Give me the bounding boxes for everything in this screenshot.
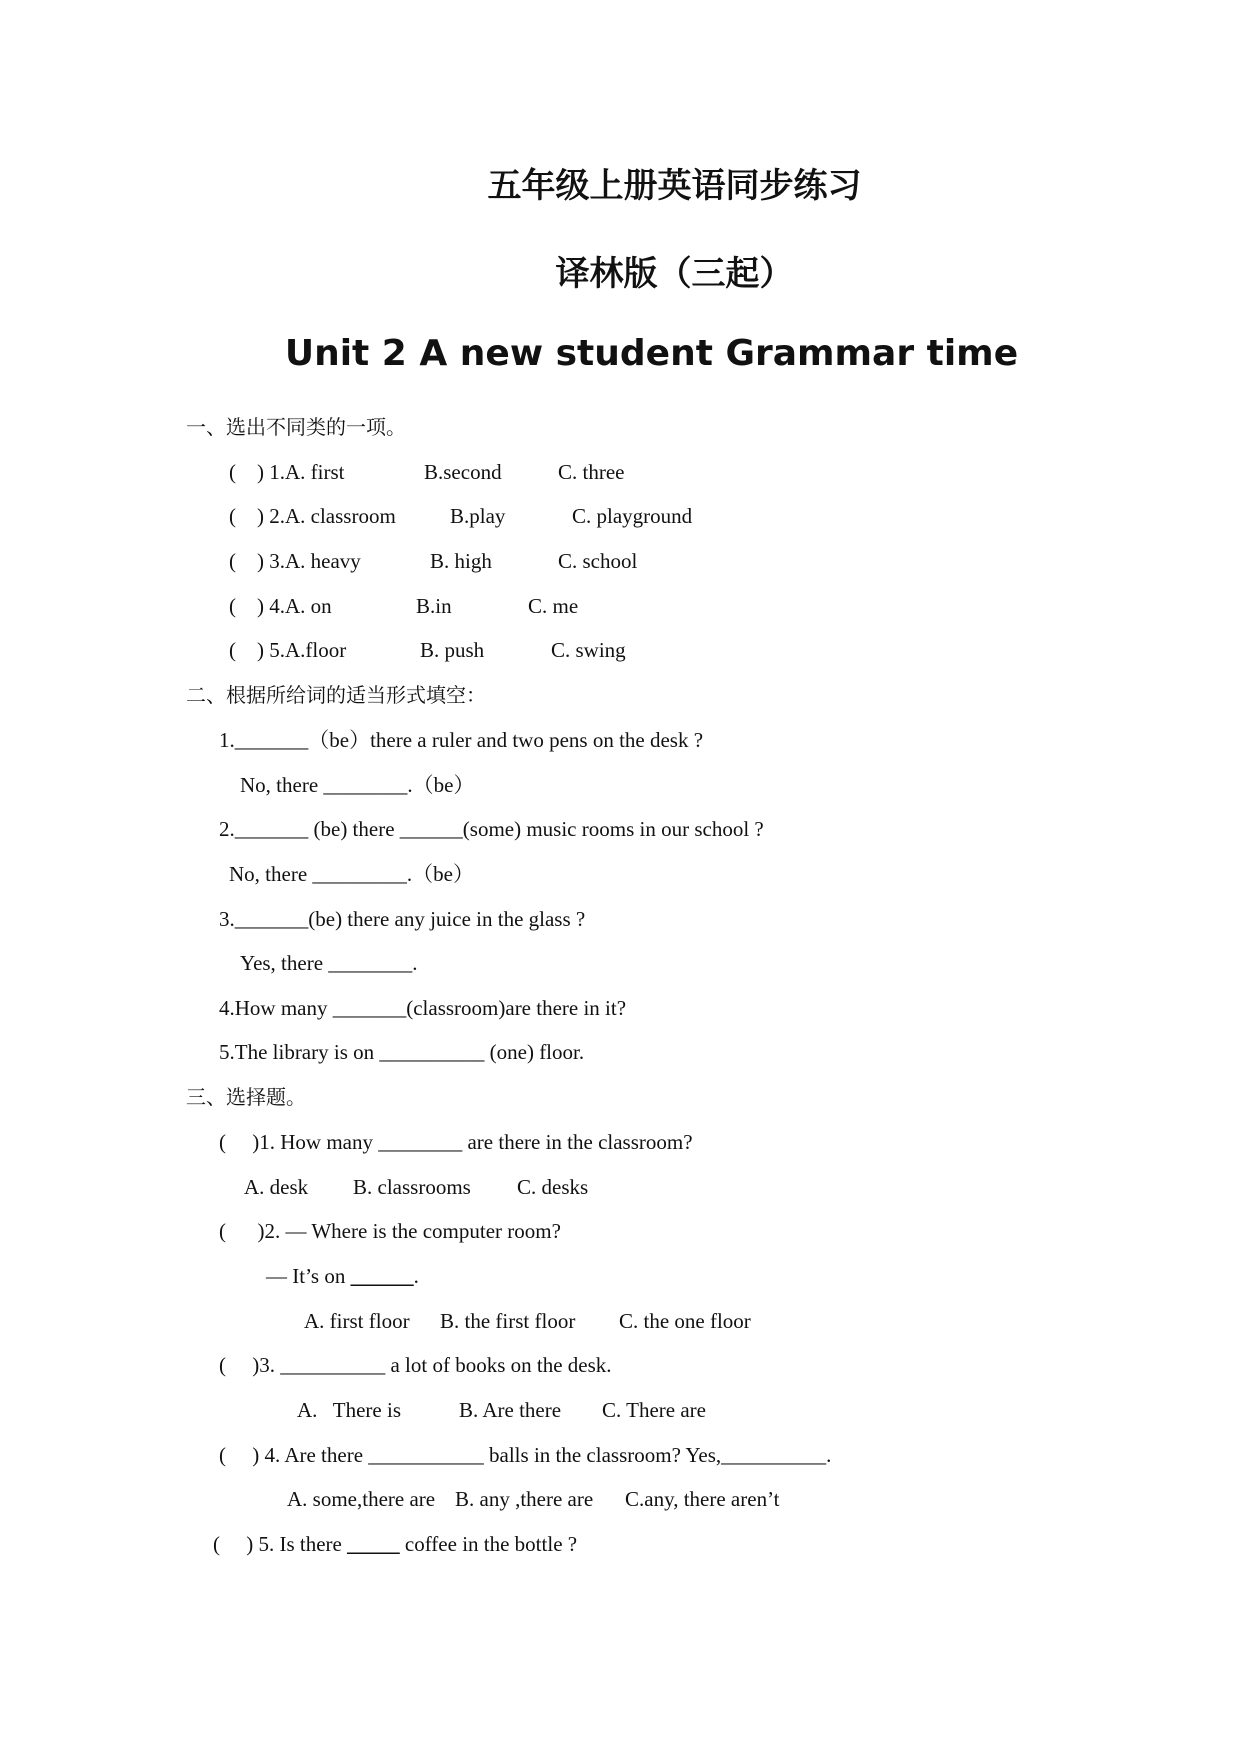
- s1-q1-c: C. three: [558, 460, 625, 484]
- s1-q1-a: ( ) 1.A. first: [229, 460, 345, 484]
- s3-q3-option-b: B. Are there: [459, 1398, 562, 1422]
- s2-q3: 3._______(be) there any juice in the glass ?: [219, 907, 586, 931]
- unit-title: Unit 2 A new student Grammar time: [284, 333, 1019, 374]
- s1-q5-c: C. swing: [551, 638, 626, 662]
- s3-q2-answer: [266, 1263, 419, 1289]
- s3-q1: ( )1. How many ________ are there in the classroom?: [219, 1130, 693, 1154]
- section1-heading: 一、选出不同类的一项。: [186, 415, 406, 439]
- s3-q2-option-c: C. the one floor: [619, 1309, 751, 1333]
- s3-q3-option-a: A. There is: [297, 1398, 402, 1422]
- s3-q4-option-a: A. some,there are: [287, 1487, 436, 1511]
- s2-q4: 4.How many _______(classroom)are there in it?: [219, 996, 627, 1020]
- s1-q2-b: B.play: [450, 504, 506, 528]
- s3-q5-prefix: ( ) 5. Is there: [213, 1532, 348, 1556]
- s3-q1-option-a: A. desk: [244, 1175, 309, 1199]
- s1-q2-c: C. playground: [572, 504, 693, 528]
- s3-q2-answer-suffix: .: [413, 1264, 419, 1288]
- s3-q1-option-b: B. classrooms: [353, 1175, 471, 1199]
- s1-q5-a: ( ) 5.A.floor: [229, 638, 347, 662]
- s3-q1-option-c: C. desks: [517, 1175, 589, 1199]
- s1-q3-a: ( ) 3.A. heavy: [229, 549, 361, 573]
- s3-q3-option-c: C. There are: [602, 1398, 706, 1422]
- s1-q4-a: ( ) 4.A. on: [229, 594, 332, 618]
- section2-heading: 二、根据所给词的适当形式填空：: [186, 683, 486, 707]
- s1-q3-b: B. high: [430, 549, 492, 573]
- s2-q2: 2._______ (be) there ______(some) music rooms in our school ?: [219, 817, 764, 841]
- s3-q4: ( ) 4. Are there ___________ balls in the classroom? Yes,__________.: [219, 1443, 832, 1467]
- s2-q1: 1._______（be）there a ruler and two pens on the desk ?: [219, 728, 704, 752]
- s1-q2-a: ( ) 2.A. classroom: [229, 504, 396, 528]
- s3-q2-answer-prefix: — It’s on: [266, 1264, 351, 1288]
- s3-q4-option-b: B. any ,there are: [455, 1487, 594, 1511]
- s3-q5-blank: _____: [347, 1532, 400, 1556]
- s3-q4-option-c: C.any, there aren’t: [625, 1487, 780, 1511]
- s1-q4-b: B.in: [416, 594, 452, 618]
- s3-q5-suffix: coffee in the bottle ?: [399, 1532, 578, 1556]
- s3-q2-option-b: B. the first floor: [440, 1309, 576, 1333]
- s1-q3-c: C. school: [558, 549, 638, 573]
- s2-q2-answer: No, there _________.（be）: [229, 862, 474, 886]
- s3-q5: [213, 1531, 577, 1557]
- s3-q2-option-a: A. first floor: [304, 1309, 410, 1333]
- worksheet-title: 五年级上册英语同步练习: [487, 166, 862, 206]
- s3-q2: ( )2. — Where is the computer room?: [219, 1219, 561, 1243]
- section3-heading: 三、选择题。: [186, 1085, 306, 1109]
- s1-q1-b: B.second: [424, 460, 502, 484]
- s3-q3: ( )3. __________ a lot of books on the desk.: [219, 1353, 612, 1377]
- edition-title: 译林版（三起）: [555, 254, 794, 294]
- s2-q5: 5.The library is on __________ (one) floor.: [219, 1040, 585, 1064]
- s3-q2-answer-blank: ______: [350, 1264, 414, 1288]
- s2-q3-answer: Yes, there ________.: [240, 951, 418, 975]
- s1-q5-b: B. push: [420, 638, 485, 662]
- s2-q1-answer: No, there ________.（be）: [240, 773, 475, 797]
- s1-q4-c: C. me: [528, 594, 579, 618]
